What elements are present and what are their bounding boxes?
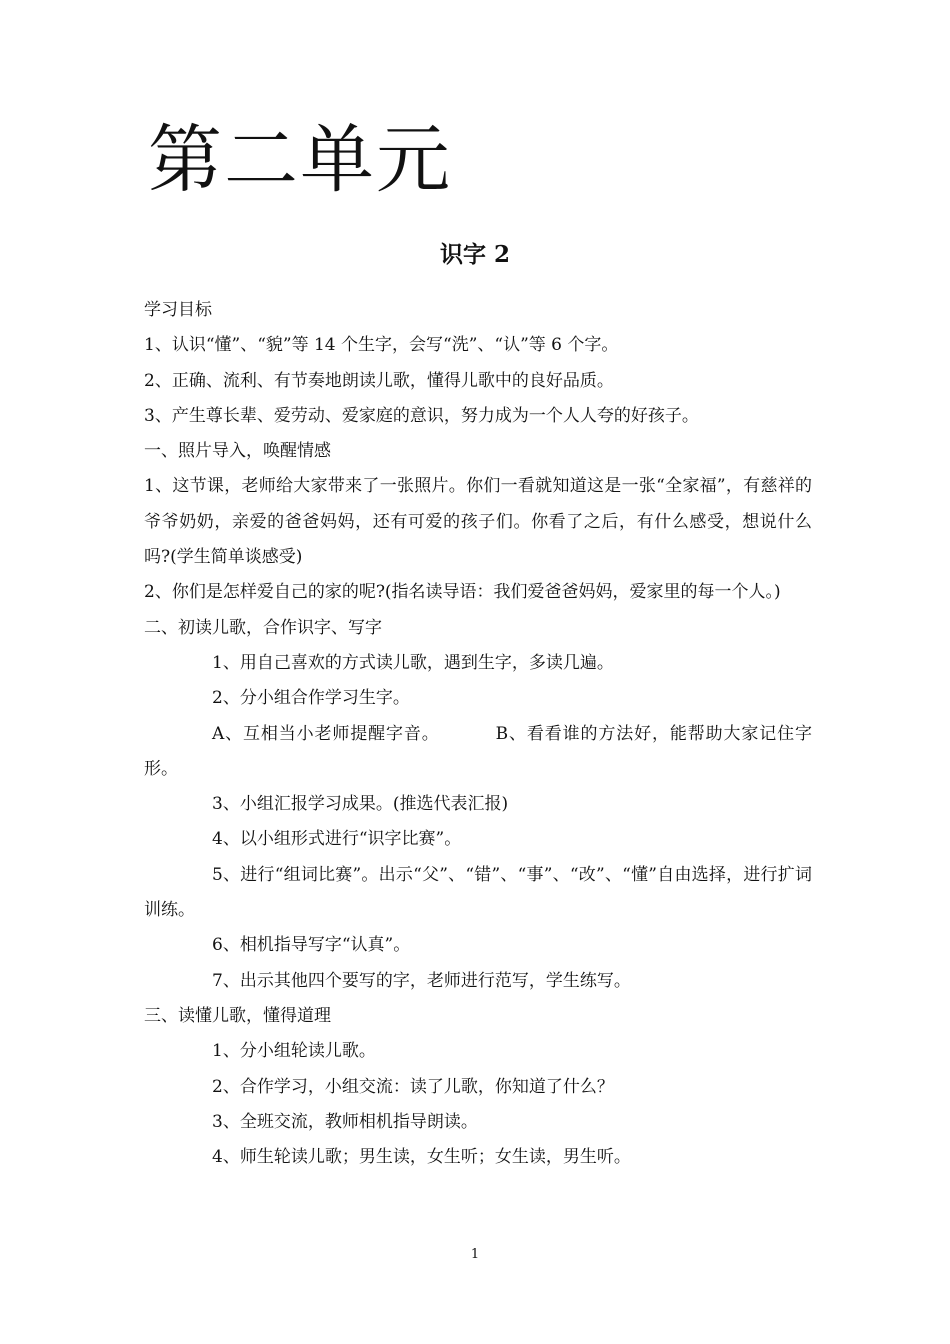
objective-item: 3、产生尊长辈、爱劳动、爱家庭的意识，努力成为一个人人夸的好孩子。 [144, 405, 699, 426]
objective-item: 2、正确、流利、有节奏地朗读儿歌，懂得儿歌中的良好品质。 [144, 370, 614, 391]
objectives-heading: 学习目标 [144, 300, 212, 320]
list-item: 2、合作学习，小组交流：读了儿歌，你知道了什么？ [212, 1076, 614, 1097]
list-item: 1、分小组轮读儿歌。 [212, 1041, 376, 1062]
list-item: 4、师生轮读儿歌；男生读，女生听；女生读，男生听。 [212, 1147, 631, 1168]
list-item: 3、小组汇报学习成果。(推选代表汇报) [212, 794, 509, 815]
page-number: 1 [470, 1247, 480, 1262]
section-heading: 二、初读儿歌，合作识字、写字 [144, 617, 382, 638]
list-item: 1、用自己喜欢的方式读儿歌，遇到生字，多读几遍。 [212, 652, 614, 673]
lesson-body [144, 293, 812, 1175]
sub-item-b: B、看看谁的方法好，能帮助大家记住字形。 [144, 723, 812, 779]
sub-item-a: A、互相当小老师提醒字音。 [212, 723, 440, 744]
list-item: 5、进行“组词比赛”。出示“父”、“错”、“事”、“改”、“懂”自由选择，进行扩词训练。 [144, 864, 812, 921]
lesson-title: 识字 2 [439, 241, 510, 268]
section-paragraph: 1、这节课，老师给大家带来了一张照片。你们一看就知道这是一张“全家福”，有慈祥的爷爷奶奶，亲爱的爸爸妈妈，还有可爱的孩子们。你看了之后，有什么感受，想说什么吗?(学生简单谈感受) [144, 476, 812, 568]
list-item: 7、出示其他四个要写的字，老师进行范写，学生练写。 [212, 970, 631, 991]
unit-title: 第二单元 [148, 117, 452, 203]
section-paragraph: 2、你们是怎样爱自己的家的呢?(指名读导语：我们爱爸爸妈妈，爱家里的每一个人。) [144, 582, 781, 603]
list-item: 3、全班交流，教师相机指导朗读。 [212, 1111, 478, 1132]
list-item: 4、以小组形式进行“识字比赛”。 [212, 829, 462, 850]
list-item: 6、相机指导写字“认真”。 [212, 935, 411, 956]
section-heading: 一、照片导入，唤醒情感 [144, 441, 331, 462]
list-item-pair [144, 717, 812, 788]
objective-item: 1、认识“懂”、“貌”等 14 个生字，会写“洗”、“认”等 6 个字。 [144, 335, 619, 356]
section-heading: 三、读懂儿歌，懂得道理 [144, 1005, 331, 1026]
list-item: 2、分小组合作学习生字。 [212, 688, 410, 709]
